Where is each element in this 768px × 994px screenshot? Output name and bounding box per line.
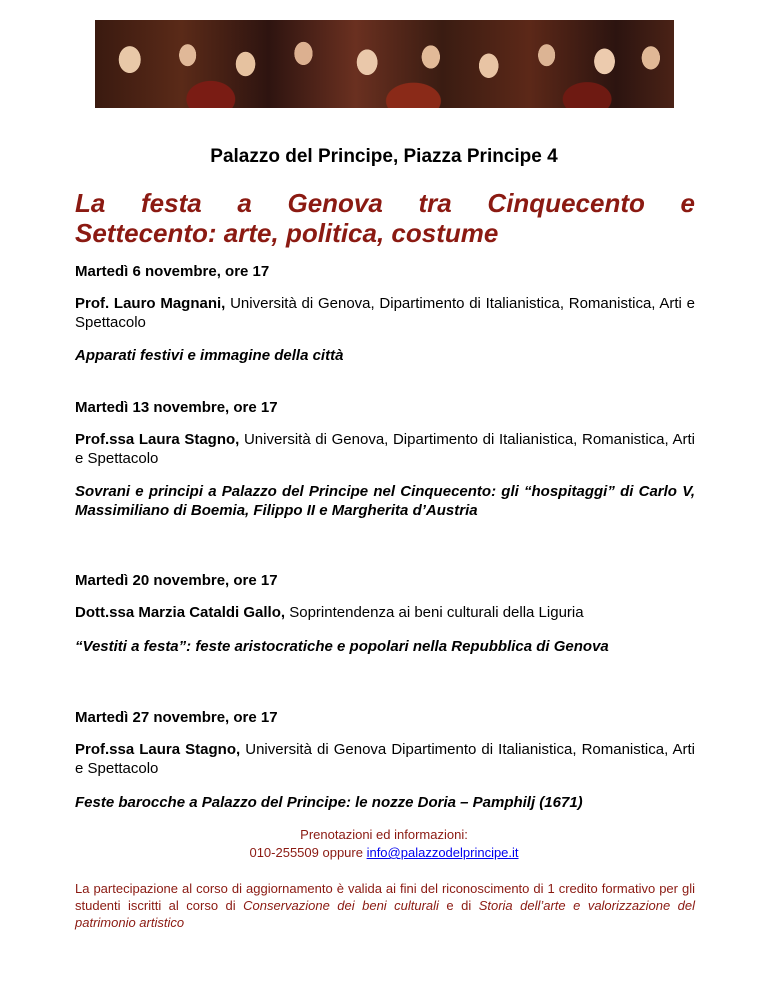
speaker-affiliation: Soprintendenza ai beni culturali della Liguria xyxy=(285,604,584,621)
note-course-1: Conservazione dei beni culturali xyxy=(243,898,439,913)
event-speaker-line xyxy=(75,740,695,778)
event-topic: Feste barocche a Palazzo del Principe: le nozze Doria – Pamphilj (1671) xyxy=(75,794,583,811)
event-speaker-line xyxy=(75,294,695,332)
event-speaker-line xyxy=(75,603,695,622)
speaker-name: Prof.ssa Laura Stagno, xyxy=(75,431,240,448)
note-course-2: Storia dell’arte e valorizzazione del patrimonio artistico xyxy=(75,898,695,930)
note-text-1: La partecipazione al corso di aggiornamento è valida ai fini del riconoscimento di 1 credito formativo per gli studenti iscritti al corso di xyxy=(75,881,695,913)
booking-info-heading: Prenotazioni ed informazioni: xyxy=(300,827,468,842)
speaker-name: Dott.ssa Marzia Cataldi Gallo, xyxy=(75,604,286,621)
title-line-2: Settecento: arte, politica, costume xyxy=(75,218,499,248)
speaker-name: Prof.ssa Laura Stagno, xyxy=(75,741,241,758)
event-date: Martedì 27 novembre, ore 17 xyxy=(75,709,278,726)
page-title xyxy=(75,188,695,248)
venue-heading: Palazzo del Principe, Piazza Principe 4 xyxy=(210,146,558,167)
event-date: Martedì 20 novembre, ore 17 xyxy=(75,572,278,589)
booking-info xyxy=(0,826,768,862)
header-painting-image xyxy=(95,20,674,108)
event-topic: “Vestiti a festa”: feste aristocratiche e popolari nella Repubblica di Genova xyxy=(75,638,609,655)
event-topic: Sovrani e principi a Palazzo del Principe nel Cinquecento: gli “hospitaggi” di Carlo V, Massimiliano di Boemia, Filippo II e Margherita d’Austria xyxy=(75,483,695,519)
note-text-2: e di xyxy=(438,898,479,913)
title-line-1: La festa a Genova tra Cinquecento e xyxy=(75,188,695,218)
booking-contact xyxy=(0,844,768,862)
booking-phone: 010-255509 oppure xyxy=(249,845,367,860)
event-topic: Apparati festivi e immagine della città xyxy=(75,347,344,364)
speaker-name: Prof. Lauro Magnani, xyxy=(75,295,226,312)
speaker-affiliation: Università di Genova Dipartimento di Italianistica, Romanistica, Arti e Spettacolo xyxy=(75,741,696,777)
speaker-affiliation: Università di Genova, Dipartimento di Italianistica, Romanistica, Arti e Spettacolo xyxy=(75,431,695,467)
speaker-affiliation: Università di Genova, Dipartimento di Italianistica, Romanistica, Arti e Spettacolo xyxy=(75,295,695,331)
event-date: Martedì 6 novembre, ore 17 xyxy=(75,263,270,280)
event-date: Martedì 13 novembre, ore 17 xyxy=(75,399,278,416)
booking-email-link[interactable]: info@palazzodelprincipe.it xyxy=(366,845,519,860)
credit-note xyxy=(75,880,695,931)
event-speaker-line xyxy=(75,430,695,468)
